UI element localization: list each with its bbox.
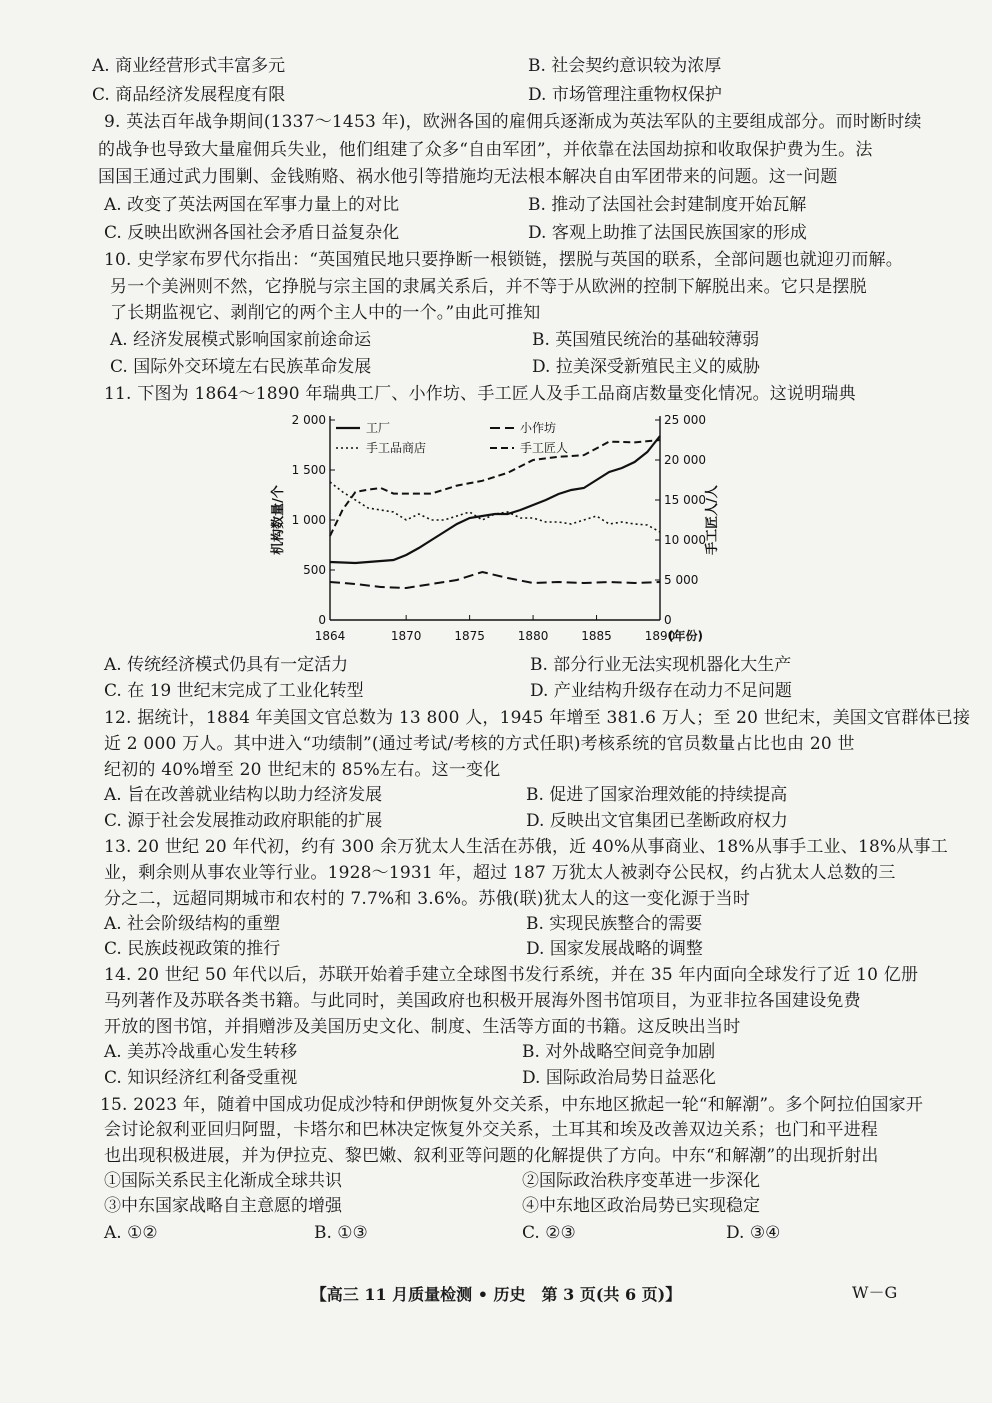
q10-option-c[interactable]: C. 国际外交环境左右民族革命发展 [110, 357, 372, 377]
q15-option-b[interactable]: B. ①③ [314, 1223, 368, 1243]
y-axis-right-label: 手工匠人/人 [705, 485, 720, 555]
q10-option-b[interactable]: B. 英国殖民统治的基础较薄弱 [532, 330, 760, 350]
y-right-tick-label: 10 000 [664, 533, 706, 547]
y-left-tick-label: 0 [318, 613, 326, 627]
q11-line-chart [260, 408, 720, 653]
q9-stem-line: 的战争也导致大量雇佣兵失业，他们组建了众多“自由军团”，并依靠在法国劫掠和收取保护费为生。法 [98, 140, 873, 160]
q11-option-d[interactable]: D. 产业结构升级存在动力不足问题 [530, 681, 792, 701]
q11-stem: 11. 下图为 1864～1890 年瑞典工厂、小作坊、手工匠人及手工品商店数量变化情况。这说明瑞典 [104, 384, 856, 404]
q9-option-d[interactable]: D. 客观上助推了法国民族国家的形成 [528, 223, 807, 243]
q15-option-a[interactable]: A. ①② [104, 1223, 158, 1243]
q15-statement-3: ③中东国家战略自主意愿的增强 [104, 1196, 342, 1216]
q10-stem-line: 10. 史学家布罗代尔指出：“英国殖民地只要挣断一根锁链，摆脱与英国的联系，全部问题也就迎刃而解。 [104, 250, 903, 270]
y-right-tick-label: 25 000 [664, 413, 706, 427]
q15-statement-2: ②国际政治秩序变革进一步深化 [522, 1171, 760, 1191]
q10-stem-line: 另一个美洲则不然，它挣脱与宗主国的隶属关系后，并不等于从欧洲的控制下解脱出来。它只是摆脱 [110, 277, 867, 297]
y-right-tick-label: 20 000 [664, 453, 706, 467]
page-footer: 【高三 11 月质量检测 • 历史 第 3 页(共 6 页)】 [310, 1285, 682, 1304]
q14-stem-line: 马列著作及苏联各类书籍。与此同时，美国政府也积极开展海外图书馆项目，为亚非拉各国建设免费 [104, 991, 861, 1011]
q13-option-d[interactable]: D. 国家发展战略的调整 [526, 939, 703, 959]
x-tick-label: 1875 [454, 629, 485, 643]
q14-stem-line: 开放的图书馆，并捐赠涉及美国历史文化、制度、生活等方面的书籍。这反映出当时 [104, 1017, 741, 1037]
q15-option-c[interactable]: C. ②③ [522, 1223, 576, 1243]
q11-option-a[interactable]: A. 传统经济模式仍具有一定活力 [104, 655, 349, 675]
legend-label: 工厂 [366, 421, 391, 435]
series-line-手工品商店 [330, 482, 660, 532]
x-axis-label: (年份) [668, 629, 703, 643]
q13-stem-line: 13. 20 世纪 20 年代初，约有 300 余万犹太人生活在苏俄，近 40%从事商业、18%从事手工业、18%从事工 [104, 837, 948, 857]
legend-label: 手工匠人 [520, 441, 569, 455]
q8-option-a[interactable]: A. 商业经营形式丰富多元 [92, 56, 286, 76]
q8-option-b[interactable]: B. 社会契约意识较为浓厚 [528, 56, 722, 76]
q9-option-b[interactable]: B. 推动了法国社会封建制度开始瓦解 [528, 195, 807, 215]
chart-legend [336, 421, 568, 455]
q14-option-d[interactable]: D. 国际政治局势日益恶化 [522, 1068, 716, 1088]
paper-code: W－G [852, 1283, 898, 1302]
q12-option-b[interactable]: B. 促进了国家治理效能的持续提高 [526, 785, 788, 805]
q15-statement-4: ④中东地区政治局势已实现稳定 [522, 1196, 760, 1216]
q9-stem-line: 国国王通过武力围剿、金钱贿赂、祸水他引等措施均无法根本解决自由军团带来的问题。这一问题 [98, 167, 838, 187]
q14-option-b[interactable]: B. 对外战略空间竞争加剧 [522, 1042, 716, 1062]
series-line-小作坊 [330, 572, 660, 588]
q13-stem-line: 分之二，远超同期城市和农村的 7.7%和 3.6%。苏俄(联)犹太人的这一变化源于当时 [104, 889, 751, 909]
x-tick-label: 1864 [314, 629, 346, 643]
y-left-tick-label: 1 500 [291, 463, 326, 477]
legend-label: 小作坊 [520, 421, 557, 435]
q10-option-a[interactable]: A. 经济发展模式影响国家前途命运 [110, 330, 372, 350]
q9-option-c[interactable]: C. 反映出欧洲各国社会矛盾日益复杂化 [104, 223, 400, 243]
q12-option-c[interactable]: C. 源于社会发展推动政府职能的扩展 [104, 811, 383, 831]
q12-stem-line: 12. 据统计，1884 年美国文官总数为 13 800 人，1945 年增至 381.6 万人；至 20 世纪末，美国文官群体已接 [104, 708, 971, 728]
q12-option-a[interactable]: A. 旨在改善就业结构以助力经济发展 [104, 785, 383, 805]
q11-option-c[interactable]: C. 在 19 世纪末完成了工业化转型 [104, 681, 364, 701]
q15-stem-line: 15. 2023 年，随着中国成功促成沙特和伊朗恢复外交关系，中东地区掀起一轮“和解潮”。多个阿拉伯国家开 [100, 1095, 924, 1115]
q13-stem-line: 业，剩余则从事农业等行业。1928～1931 年，超过 187 万犹太人被剥夺公民权，约占犹太人总数的三 [104, 863, 896, 883]
x-tick-label: 1890 [644, 629, 676, 643]
q12-option-d[interactable]: D. 反映出文官集团已垄断政府权力 [526, 811, 788, 831]
q15-option-d[interactable]: D. ③④ [726, 1223, 781, 1243]
q9-stem-line: 9. 英法百年战争期间(1337～1453 年)，欧洲各国的雇佣兵逐渐成为英法军队的主要组成部分。而时断时续 [104, 112, 922, 132]
y-left-tick-label: 2 000 [291, 413, 326, 427]
chart-series [330, 436, 660, 588]
legend-label: 手工品商店 [366, 441, 427, 455]
y-right-tick-label: 0 [664, 613, 672, 627]
q13-option-c[interactable]: C. 民族歧视政策的推行 [104, 939, 281, 959]
q13-option-a[interactable]: A. 社会阶级结构的重塑 [104, 914, 281, 934]
q11-option-b[interactable]: B. 部分行业无法实现机器化大生产 [530, 655, 792, 675]
q14-option-a[interactable]: A. 美苏冷战重心发生转移 [104, 1042, 298, 1062]
y-left-tick-label: 1 000 [291, 513, 326, 527]
q13-option-b[interactable]: B. 实现民族整合的需要 [526, 914, 703, 934]
q15-statement-1: ①国际关系民主化渐成全球共识 [104, 1171, 342, 1191]
y-right-tick-label: 15 000 [664, 493, 706, 507]
q8-option-d[interactable]: D. 市场管理注重物权保护 [528, 85, 722, 105]
series-line-工厂 [330, 436, 660, 563]
x-tick-label: 1870 [390, 629, 422, 643]
y-left-tick-label: 500 [303, 563, 326, 577]
y-axis-left-label: 机构数量/个 [271, 485, 286, 555]
q9-option-a[interactable]: A. 改变了英法两国在军事力量上的对比 [104, 195, 400, 215]
q14-option-c[interactable]: C. 知识经济红利备受重视 [104, 1068, 298, 1088]
q10-option-d[interactable]: D. 拉美深受新殖民主义的威胁 [532, 357, 760, 377]
x-tick-label: 1885 [581, 629, 612, 643]
q15-stem-line: 会讨论叙利亚回归阿盟，卡塔尔和巴林决定恢复外交关系，土耳其和埃及改善双边关系；也门和平进程 [104, 1120, 878, 1140]
y-right-tick-label: 5 000 [664, 573, 699, 587]
q12-stem-line: 纪初的 40%增至 20 世纪末的 85%左右。这一变化 [104, 760, 501, 780]
q8-option-c[interactable]: C. 商品经济发展程度有限 [92, 85, 286, 105]
x-tick-label: 1880 [517, 629, 549, 643]
q14-stem-line: 14. 20 世纪 50 年代以后，苏联开始着手建立全球图书发行系统，并在 35 年内面向全球发行了近 10 亿册 [104, 965, 919, 985]
q10-stem-line: 了长期监视它、剥削它的两个主人中的一个。”由此可推知 [110, 303, 541, 323]
q15-stem-line: 也出现积极进展，并为伊拉克、黎巴嫩、叙利亚等问题的化解提供了方向。中东“和解潮”的出现折射出 [104, 1146, 879, 1166]
q12-stem-line: 近 2 000 万人。其中进入“功绩制”(通过考试/考核的方式任职)考核系统的官员数量占比也由 20 世 [104, 734, 855, 754]
